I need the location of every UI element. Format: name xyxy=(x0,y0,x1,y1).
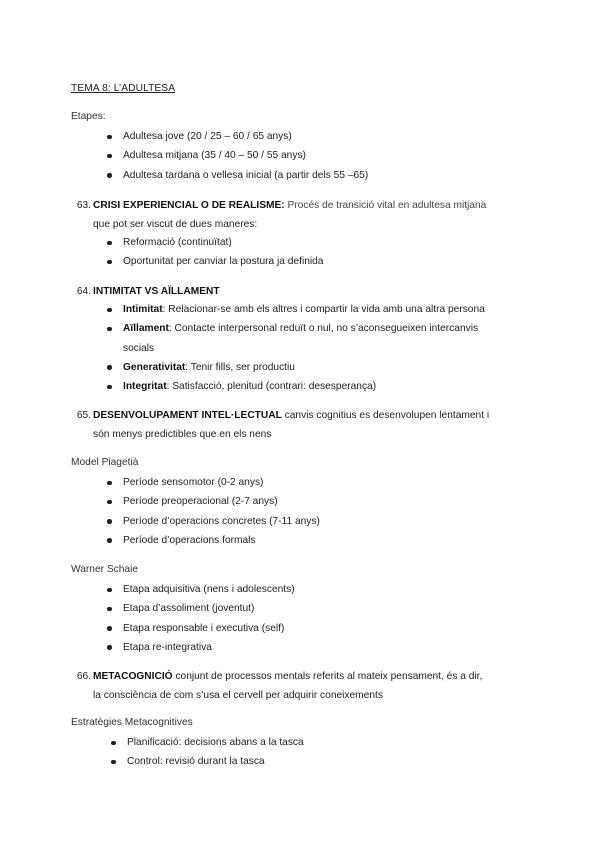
list-item: Aïllament: Contacte interpersonal reduït o nul, no s’aconsegueixen intercanvis xyxy=(107,319,527,338)
list-item: Adultesa tardana o vellesa inicial (a partir dels 55 –65) xyxy=(107,166,368,185)
section-text: conjunt de processos mentals referits al mateix pensament, és a dir, xyxy=(172,671,483,682)
section-text-continued: són menys predictibles que en els nens xyxy=(93,429,272,440)
list-item: Etapa re-integrativa xyxy=(107,638,295,657)
section-65 xyxy=(71,406,541,444)
section-number: 64. xyxy=(76,286,91,297)
list-item: Període d’operacions formals xyxy=(107,531,320,550)
list-item-continued: socials xyxy=(123,342,155,354)
list-item: Període sensomotor (0-2 anys) xyxy=(107,473,320,492)
section-text-continued: que pot ser viscut de dues maneres: xyxy=(93,219,258,230)
list-item: Intimitat: Relacionar-se amb els altres i compartir la vida amb una altra persona xyxy=(107,300,527,319)
list-item: Etapa d’assoliment (joventut) xyxy=(107,599,295,618)
schaie-list xyxy=(107,580,295,657)
section-heading: METACOGNICIÓ xyxy=(93,671,173,682)
etapes-list xyxy=(107,127,368,185)
list-item: Etapa adquisitiva (nens i adolescents) xyxy=(107,580,295,599)
piaget-label: Model Piagetià xyxy=(71,457,139,468)
list-item: Reformació (continuïtat) xyxy=(107,233,323,252)
list-item: Etapa responsable i executiva (self) xyxy=(107,619,295,638)
piaget-list xyxy=(107,473,320,550)
section-63 xyxy=(71,196,541,234)
list-item: Oportunitat per canviar la postura ja definida xyxy=(107,252,323,271)
list-item: Adultesa jove (20 / 25 – 60 / 65 anys) xyxy=(107,127,368,146)
section-number: 63. xyxy=(76,200,91,211)
section-text-continued: la consciència de com s’usa el cervell per adquirir coneixements xyxy=(93,690,383,701)
section-text: canvis cognitius es desenvolupen lentament i xyxy=(281,410,490,421)
section-heading: CRISI EXPERIENCIAL O DE REALISME: xyxy=(93,200,285,211)
estrategies-list xyxy=(111,733,304,772)
section-heading: DESENVOLUPAMENT INTEL·LECTUAL xyxy=(93,410,282,421)
list-item: Generativitat: Tenir fills, ser productiu xyxy=(107,358,527,377)
schaie-label: Warner Schaie xyxy=(71,564,138,575)
s63-list xyxy=(107,233,323,272)
section-text: Procés de transició vital en adultesa mitjana xyxy=(284,200,487,211)
list-item: Planificació: decisions abans a la tasca xyxy=(111,733,304,752)
section-number: 66. xyxy=(76,671,91,682)
etapes-label: Etapes: xyxy=(71,111,106,122)
list-item: Període d’operacions concretes (7-11 anys) xyxy=(107,512,320,531)
page-title: TEMA 8: L’ADULTESA xyxy=(71,83,176,94)
section-number: 65. xyxy=(76,410,91,421)
section-heading: INTIMITAT VS AÏLLAMENT xyxy=(93,286,220,297)
list-item: Integritat: Satisfacció, plenitud (contrari: desesperança) xyxy=(107,377,527,396)
s64-list xyxy=(107,300,527,396)
section-66 xyxy=(71,667,541,705)
section-64 xyxy=(71,282,541,301)
list-item: Control: revisió durant la tasca xyxy=(111,752,304,771)
estrategies-label: Estratègies Metacognitives xyxy=(71,717,193,728)
list-item: Període preoperacional (2-7 anys) xyxy=(107,492,320,511)
list-item: Adultesa mitjana (35 / 40 – 50 / 55 anys) xyxy=(107,146,368,165)
